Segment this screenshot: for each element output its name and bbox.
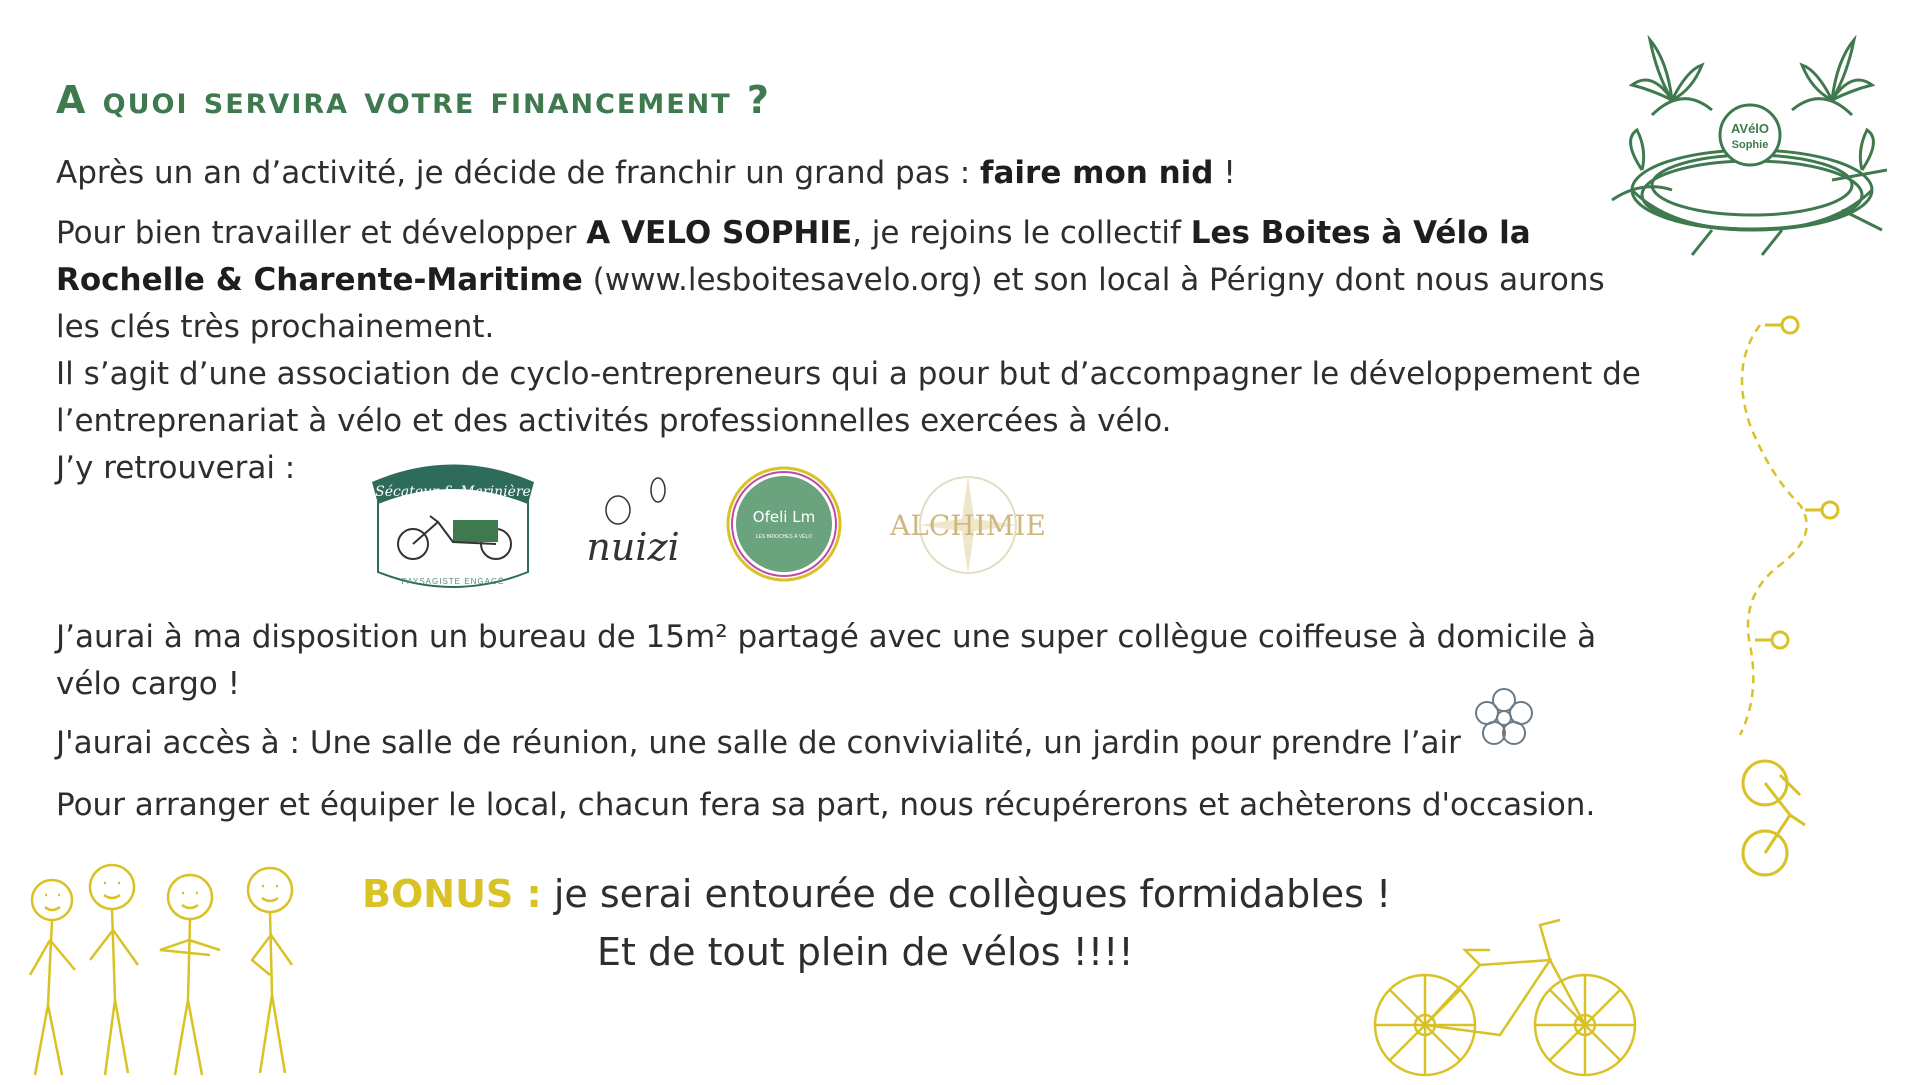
collective-text-3: (www.lesboitesavelo.org) et son local à Périgny dont nous aurons les clés très prochainement. bbox=[56, 262, 1605, 345]
ofeli-logo-sub: LES BRIOCHES À VÉLO bbox=[755, 534, 813, 540]
bonus-line-2: Et de tout plein de vélos !!!! bbox=[597, 930, 1134, 974]
stick-figures-illustration bbox=[20, 855, 300, 1080]
intro-end: ! bbox=[1213, 155, 1236, 191]
retrouverai-label: J’y retrouverai : bbox=[56, 450, 296, 486]
nuizi-logo-text: nuizi bbox=[586, 525, 680, 569]
intro-paragraph bbox=[56, 150, 1656, 197]
alchimie-logo bbox=[880, 470, 1055, 580]
bonus-label: BONUS : bbox=[362, 872, 542, 916]
access-paragraph: J'aurai accès à : Une salle de réunion, une salle de convivialité, un jardin pour prendre l’air bbox=[56, 725, 1461, 761]
secateur-logo-name: Sécateur & Marinière bbox=[375, 484, 531, 500]
nest-logo-line1: AVélO bbox=[1730, 121, 1770, 136]
nest-logo bbox=[1612, 30, 1892, 260]
collective-name: Les Boites à Vélo la Rochelle & Charente-Maritime bbox=[56, 215, 1531, 298]
collective-text-2: , je rejoins le collectif bbox=[852, 215, 1191, 251]
office-paragraph: J’aurai à ma disposition un bureau de 15m² partagé avec une super collègue coiffeuse à domicile à vélo cargo ! bbox=[56, 619, 1597, 702]
intro-text: Après un an d’activité, je décide de franchir un grand pas : bbox=[56, 155, 980, 191]
bicycle-illustration bbox=[1370, 920, 1640, 1080]
secateur-logo-sub: PAYSAGISTE ENGAGÉ bbox=[401, 577, 505, 586]
flower-icon bbox=[1472, 686, 1536, 755]
small-bike-icon bbox=[1743, 761, 1805, 875]
route-decoration bbox=[1720, 305, 1840, 885]
nest-logo-line2: Sophie bbox=[1731, 139, 1769, 151]
bonus-line bbox=[362, 872, 1391, 916]
bonus-text: je serai entourée de collègues formidables ! bbox=[541, 872, 1392, 916]
ofeli-logo bbox=[725, 465, 843, 583]
ofeli-logo-name: Ofeli Lm bbox=[752, 508, 816, 526]
page-title: A quoi servira votre financement ? bbox=[56, 78, 771, 122]
secateur-logo bbox=[358, 452, 548, 604]
collective-text-1: Pour bien travailler et développer bbox=[56, 215, 587, 251]
intro-bold: faire mon nid bbox=[980, 155, 1214, 191]
association-description: Il s’agit d’une association de cyclo-entrepreneurs qui a pour but d’accompagner le développement de l’entreprenariat à vélo et des activités professionnelles exercées à vélo. bbox=[56, 356, 1641, 439]
nuizi-logo bbox=[588, 470, 688, 580]
arrange-paragraph: Pour arranger et équiper le local, chacun fera sa part, nous récupérerons et achèterons d'occasion. bbox=[56, 787, 1596, 823]
collective-paragraph bbox=[56, 210, 1646, 492]
brand-name: A VELO SOPHIE bbox=[586, 215, 853, 251]
alchimie-logo-text: ALCHIMIE bbox=[890, 509, 1046, 542]
